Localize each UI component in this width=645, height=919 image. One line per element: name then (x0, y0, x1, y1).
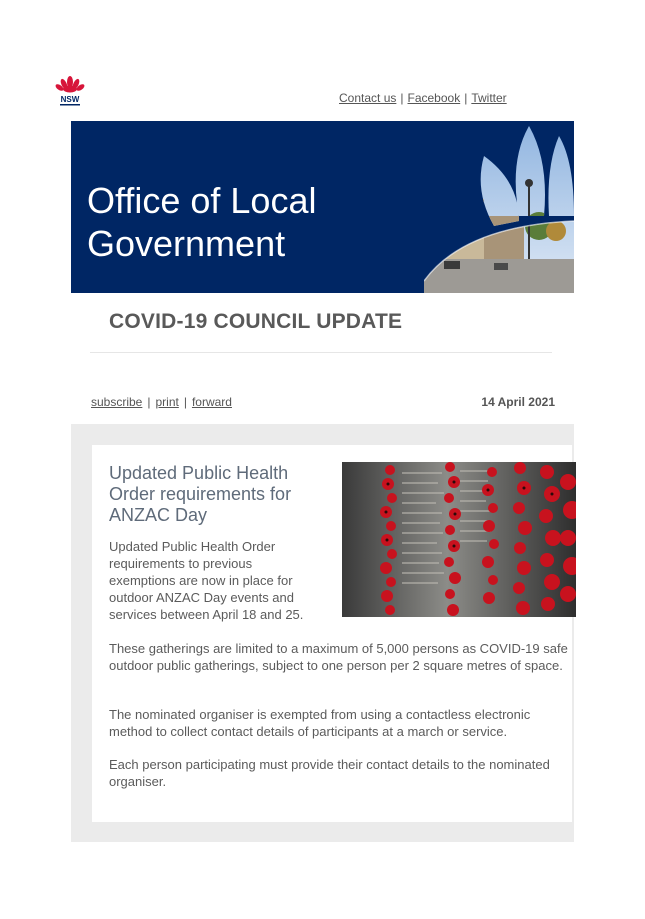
poppies-memorial-wall-photo-icon (342, 462, 576, 617)
article-paragraph: Each person participating must provide their contact details to the nominated organiser. (109, 757, 550, 789)
article-title: Updated Public Health Order requirements for ANZAC Day (109, 463, 292, 525)
facebook-link[interactable]: Facebook (407, 91, 461, 105)
header-banner (71, 121, 574, 293)
contact-us-link[interactable]: Contact us (339, 91, 397, 105)
heading-divider (90, 352, 552, 353)
social-links: Contact us | Facebook | Twitter (339, 91, 507, 105)
newsletter-heading: COVID-19 COUNCIL UPDATE (109, 310, 403, 333)
print-link[interactable]: print (155, 395, 179, 409)
newsletter-actions: subscribe | print | forward (91, 395, 232, 409)
banner-title: Office of Local Government (87, 180, 317, 264)
nsw-waratah-logo (54, 75, 86, 107)
article-paragraph: The nominated organiser is exempted from using a contactless electronic method to collect contact details of participants at a march or service. (109, 707, 531, 739)
subscribe-link[interactable]: subscribe (91, 395, 143, 409)
twitter-link[interactable]: Twitter (471, 91, 507, 105)
article-intro: Updated Public Health Order requirements to previous exemptions are now in place for outdoor ANZAC Day events and services between April 18 and 25. (109, 539, 304, 622)
forward-link[interactable]: forward (191, 395, 232, 409)
logo-wordmark: NSW (60, 95, 80, 104)
issue-date: 14 April 2021 (481, 395, 555, 409)
article-paragraph: These gatherings are limited to a maximum of 5,000 persons as COVID-19 safe outdoor public gatherings, subject to one person per 2 square metres of space. (109, 641, 568, 673)
waratah-street-photo-icon (424, 121, 574, 293)
